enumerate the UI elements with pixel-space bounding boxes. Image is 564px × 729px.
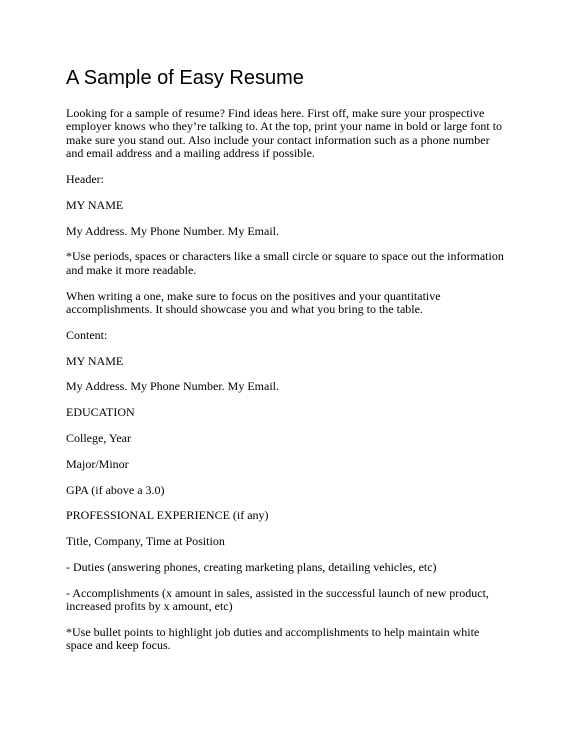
education-heading: EDUCATION: [66, 405, 135, 420]
content-label: Content:: [66, 327, 108, 342]
position-line: Title, Company, Time at Position: [66, 534, 225, 549]
header-contact-line: My Address. My Phone Number. My Email.: [66, 223, 279, 238]
header-name-line: MY NAME: [66, 197, 124, 212]
page-title: A Sample of Easy Resume: [66, 67, 304, 89]
major-line: Major/Minor: [66, 456, 129, 471]
content-name-line: MY NAME: [66, 353, 124, 368]
college-line: College, Year: [66, 431, 131, 445]
content-contact-line: My Address. My Phone Number. My Email.: [66, 379, 279, 394]
gpa-line: GPA (if above a 3.0): [66, 482, 165, 497]
document-body: [66, 107, 506, 665]
bullet-tip-paragraph: *Use bullet points to highlight job duties and accomplishments to help maintain white space and keep focus.: [66, 624, 480, 653]
experience-heading: PROFESSIONAL EXPERIENCE (if any): [66, 508, 269, 523]
accomplishments-line: - Accomplishments (x amount in sales, assisted in the successful launch of new product, increased profits by x amount, etc): [66, 585, 489, 614]
spacing-tip-paragraph: *Use periods, spaces or characters like a small circle or square to space out the information and make it more readable.: [66, 249, 504, 277]
intro-paragraph: Looking for a sample of resume? Find ideas here. First off, make sure your prospective employer knows who they’re talking to. At the top, print your name in bold or large font to make sure you stand out. Also include your contact information such as a phone number and email address and a mailing address if possible.: [66, 106, 503, 161]
duties-line: - Duties (answering phones, creating marketing plans, detailing vehicles, etc): [66, 559, 437, 574]
header-label: Header:: [66, 172, 104, 187]
positives-paragraph: When writing a one, make sure to focus on the positives and your quantitative accomplishments. It should showcase you and what you bring to the table.: [66, 288, 441, 317]
